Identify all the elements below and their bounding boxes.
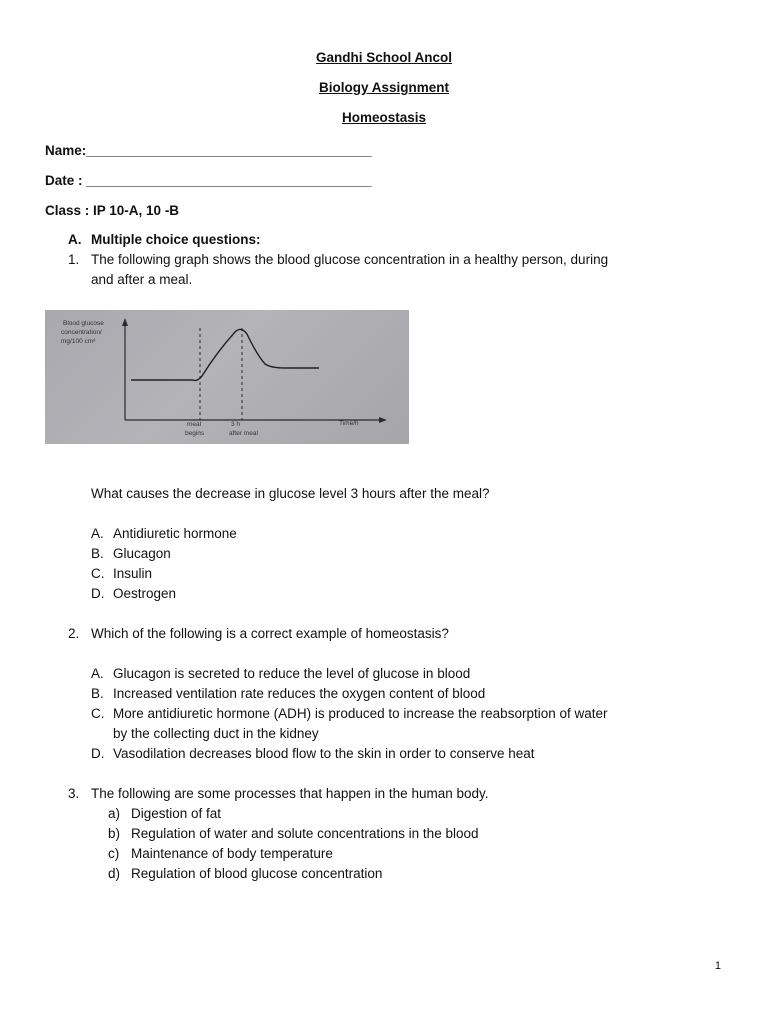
q1-option-text: Insulin [113,566,153,581]
q1-option-letter: C. [91,566,105,581]
q3-text: The following are some processes that happen in the human body. [91,786,489,801]
q2-option-text: Glucagon is secreted to reduce the level of glucose in blood [113,666,471,681]
q1-text-line2: and after a meal. [91,272,193,287]
q3-item-text: Regulation of blood glucose concentration [131,866,383,881]
q3-item-text: Maintenance of body temperature [131,846,333,861]
date-field: Date : ______________________________________ [45,173,372,188]
q1-question: What causes the decrease in glucose level 3 hours after the meal? [91,486,490,501]
q3-item-text: Digestion of fat [131,806,222,821]
graph-ylabel-1: Blood glucose [63,320,104,327]
graph-mark1-line1: meal [187,421,202,428]
q1-option-letter: A. [91,526,104,541]
q1-number: 1. [68,252,80,267]
section-title: Multiple choice questions: [91,232,261,247]
topic-title: Homeostasis [341,110,427,125]
graph-mark2-line2: after meal [229,430,258,437]
q1-option-text: Oestrogen [113,586,177,601]
q1-option-text: Antidiuretic hormone [113,526,237,541]
subject-title: Biology Assignment [318,80,449,95]
q2-option-text-continued: by the collecting duct in the kidney [113,726,319,741]
glucose-graph-figure [45,310,409,444]
q2-option-text: More antidiuretic hormone (ADH) is produced to increase the reabsorption of water [113,706,608,721]
q3-item-letter: b) [108,826,121,841]
class-field: Class : IP 10-A, 10 -B [45,203,180,218]
q2-option-text: Increased ventilation rate reduces the oxygen content of blood [113,686,486,701]
q2-number: 2. [68,626,80,641]
q2-option-letter: A. [91,666,104,681]
q2-option-letter: C. [91,706,105,721]
q3-item-text: Regulation of water and solute concentrations in the blood [131,826,479,841]
school-name: Gandhi School Ancol [315,50,452,65]
graph-mark1-line2: begins [185,430,205,437]
q2-option-letter: D. [91,746,105,761]
q1-option-text: Glucagon [113,546,171,561]
q3-number: 3. [68,786,80,801]
q1-option-letter: B. [91,546,104,561]
q2-option-letter: B. [91,686,104,701]
graph-ylabel-2: concentration/ [61,329,102,336]
name-field: Name:______________________________________ [45,143,372,158]
section-label: A. [68,232,82,247]
page-number: 1 [714,960,721,972]
q3-item-letter: c) [108,846,120,861]
q2-option-text: Vasodilation decreases blood flow to the skin in order to conserve heat [113,746,535,761]
q2-text: Which of the following is a correct example of homeostasis? [91,626,449,641]
q3-item-letter: d) [108,866,121,881]
graph-xlabel: Time/h [339,420,359,427]
graph-mark2-line1: 3 h [231,421,241,428]
graph-ylabel-3: mg/100 cm³ [61,338,96,345]
q1-option-letter: D. [91,586,105,601]
q3-item-letter: a) [108,806,121,821]
q1-text-line1: The following graph shows the blood glucose concentration in a healthy person, during [91,252,609,267]
